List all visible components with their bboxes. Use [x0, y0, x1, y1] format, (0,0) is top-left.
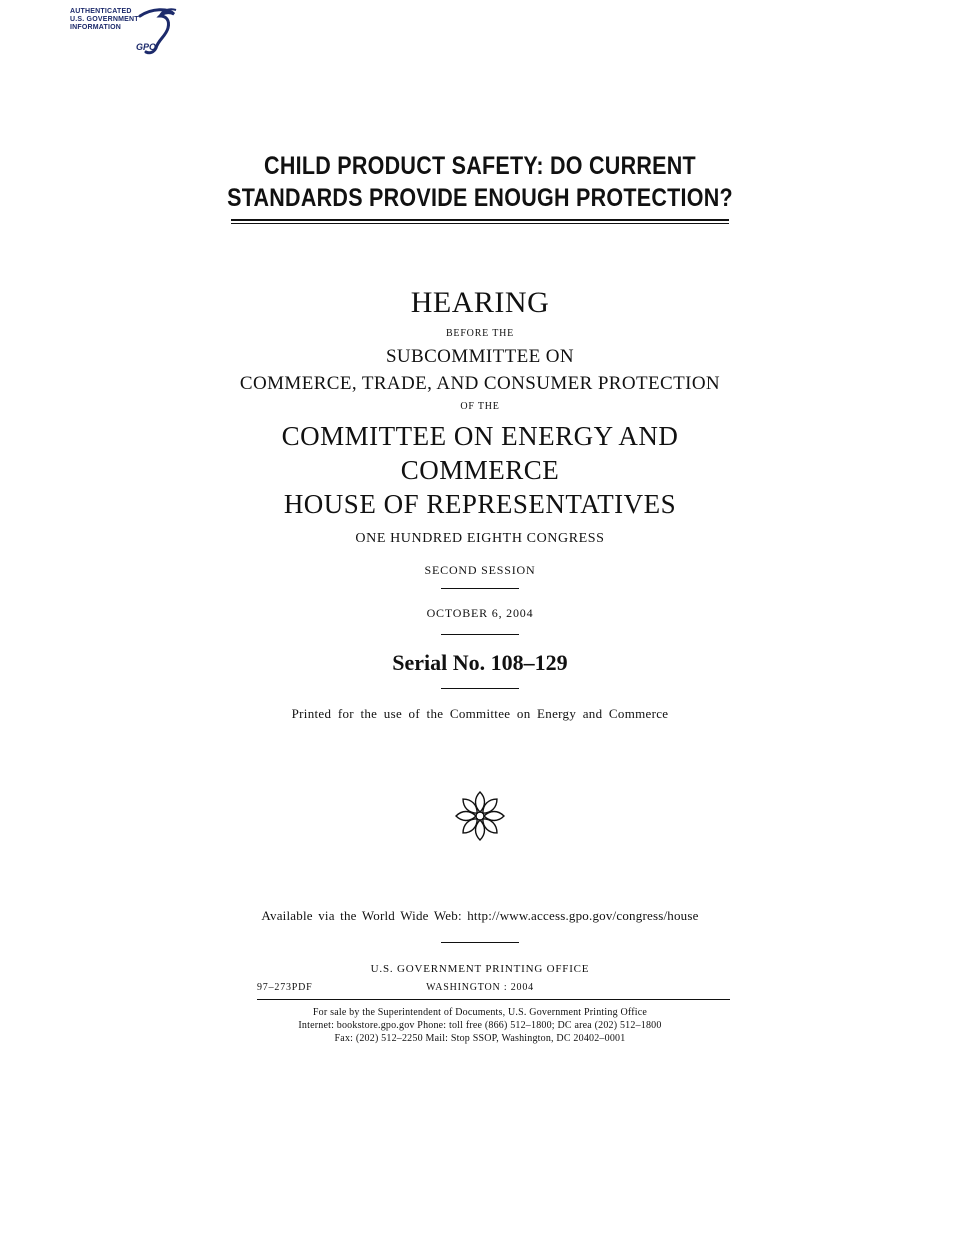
title-rule-top: [231, 219, 729, 221]
document-title: [67, 150, 893, 214]
title-rule-bottom: [231, 223, 729, 224]
availability-text: Available via the World Wide Web: http://www.access.gpo.gov/congress/house: [261, 908, 699, 923]
sales-line-2: Internet: bookstore.gpo.gov Phone: toll free (866) 512–1800; DC area (202) 512–1800: [298, 1020, 662, 1031]
printing-office: U.S. GOVERNMENT PRINTING OFFICE: [370, 963, 590, 975]
title-line-2: STANDARDS PROVIDE ENOUGH PROTECTION?: [227, 184, 733, 212]
committee-line-1: COMMITTEE ON ENERGY AND: [281, 421, 679, 451]
date-rule: [441, 634, 519, 635]
of-the-text: OF THE: [460, 401, 500, 412]
subcommittee-label: SUBCOMMITTEE ON: [385, 346, 575, 367]
printed-for-text: Printed for the use of the Committee on Energy and Commerce: [291, 706, 669, 721]
seal-line-2: U.S. GOVERNMENT: [70, 16, 139, 23]
serial-rule: [441, 688, 519, 689]
sales-line-1: For sale by the Superintendent of Documents, U.S. Government Printing Office: [312, 1007, 648, 1018]
seal-gpo-mark: GPO: [136, 42, 157, 52]
before-the-text: BEFORE THE: [445, 328, 515, 339]
session-text: SECOND SESSION: [424, 563, 536, 577]
seal-line-1: AUTHENTICATED: [70, 8, 132, 15]
gpo-authentication-seal: [70, 6, 182, 58]
congress-text: ONE HUNDRED EIGHTH CONGRESS: [355, 531, 605, 546]
subcommittee-name: COMMERCE, TRADE, AND CONSUMER PROTECTION: [239, 373, 721, 394]
serial-number: Serial No. 108–129: [392, 650, 568, 675]
title-line-1: CHILD PRODUCT SAFETY: DO CURRENT: [264, 152, 696, 180]
session-rule: [441, 588, 519, 589]
committee-line-2: COMMERCE: [400, 455, 560, 485]
hearing-date: OCTOBER 6, 2004: [426, 606, 534, 620]
house-of-representatives: HOUSE OF REPRESENTATIVES: [283, 489, 677, 519]
sales-line-3: Fax: (202) 512–2250 Mail: Stop SSOP, Washington, DC 20402–0001: [334, 1033, 626, 1044]
imprint-place: WASHINGTON : 2004: [426, 982, 534, 993]
star-ornament-icon: [450, 786, 510, 846]
imprint-rule: [257, 999, 730, 1000]
availability-rule: [441, 942, 519, 943]
seal-line-3: INFORMATION: [70, 24, 122, 31]
document-code: 97–273PDF: [257, 982, 313, 993]
hearing-heading: HEARING: [410, 286, 550, 319]
